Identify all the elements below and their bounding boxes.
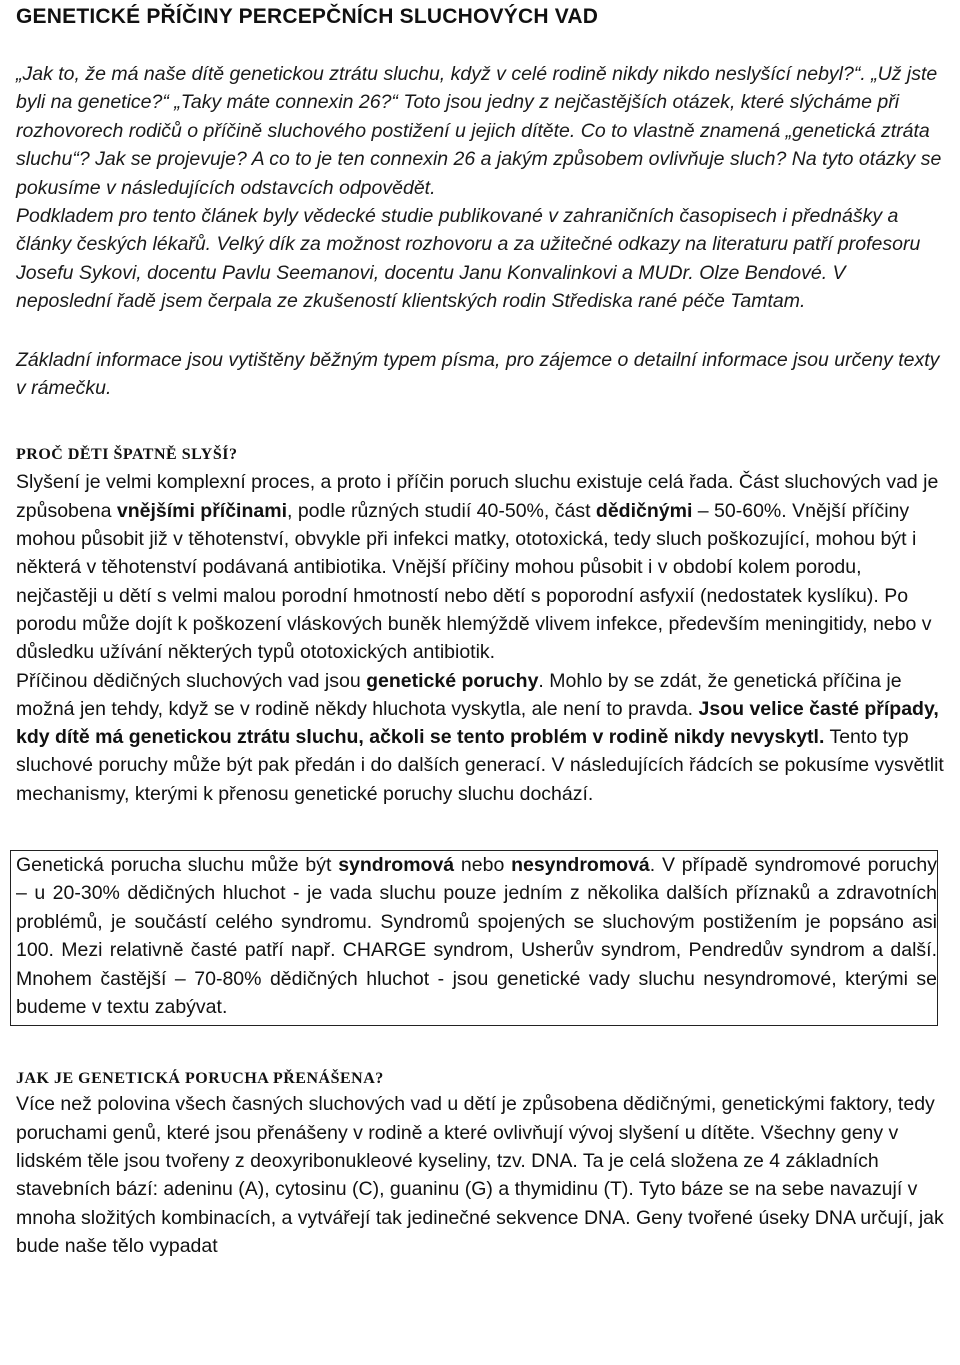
section-why-children-hear-poorly	[16, 468, 946, 808]
bold-term-syndromic: syndromová	[338, 854, 455, 877]
bold-term-nonsyndromic: nesyndromová	[511, 854, 650, 877]
syndromic-paragraph	[16, 851, 937, 1021]
intro-paragraph: „Jak to, že má naše dítě genetickou ztrátu sluchu, když v celé rodině nikdy nikdo neslyšící nebyl?“. „Už jste byli na genetice?“ „Taky máte connexin 26?“ Toto jsou jedny z nejčastějších otázek, které slýcháme při rozhovorech rodičů o příčině sluchového postižení u jejich dítěte. Co to vlastně znamená „genetická ztráta sluchu“? Jak se projevuje? A co to je ten connexin 26 a jakým způsobem ovlivňuje sluch? Na tyto otázky se pokusíme v následujících odstavcích odpovědět.	[16, 63, 942, 199]
bold-term-external-causes: vnějšími příčinami	[116, 499, 287, 522]
bold-statement-frequent-cases: Jsou velice časté případy, kdy dítě má genetickou ztrátu sluchu, ačkoli se tento problém v rodině nikdy nevyskytl.	[16, 697, 939, 749]
text-run: Tento typ sluchové poruchy může být pak předán i do dalších generací. V následujících řádcích se pokusíme vysvětlit mechanismy, kterými k přenosu genetické poruchy sluchu dochází.	[16, 726, 944, 805]
bold-term-genetic-disorders: genetické poruchy	[366, 669, 539, 692]
text-run: , podle různých studií 40-50%, část	[287, 499, 596, 522]
text-run: – 50-60%. Vnější příčiny mohou působit již v těhotenství, obvykle při infekci matky, ototoxická, tedy sluch poškozující, mohou být i některá v těhotenství podávaná antibiotika. Vnější příčiny mohou působit i v období kolem porodu, nejčastěji u dětí s velmi malou porodní hmotností nebo dětí s poporodní asfyxií (nedostatek kyslíku). Po porodu může dojít k poškození vláskových buněk hlemýždě vlivem infekce, především meningitidy, nebo v důsledku užívání některých typů ototoxických antibiotik.	[16, 499, 932, 664]
section-heading-how-transmitted: JAK JE GENETICKÁ PORUCHA PŘENÁŠENA?	[16, 1070, 384, 1088]
sources-paragraph: Podkladem pro tento článek byly vědecké studie publikované v zahraničních časopisech i přednášky a články českých lékařů. Velký dík za možnost rozhovoru a za užitečné odkazy na literaturu patří profesoru Josefu Sykovi, docentu Pavlu Seemanovi, docentu Janu Konvalinkovi a MUDr. Olze Bendové. V neposlední řadě jsem čerpala ze zkušeností klientských rodin Střediska rané péče Tamtam.	[16, 205, 921, 313]
section-heading-why-children-hear-poorly: PROČ DĚTI ŠPATNĚ SLYŠÍ?	[16, 446, 238, 464]
bold-term-hereditary: dědičnými	[595, 499, 693, 522]
text-run: . V případě syndromové poruchy – u 20-30% dědičných hluchot - je vada sluchu pouze jedním z několika dalších příznaků a zdravotních problémů, je součástí celého syndromu. Syndromů spojených se sluchovým postižením je popsáno asi 100. Mezi relativně časté patří např. CHARGE syndrom, Usherův syndrom, Pendredův syndrom a další. Mnohem častější – 70-80% dědičných hluchot - jsou genetické vady sluchu nesyndromové, kterými se budeme v textu zabývat.	[16, 854, 938, 1019]
transmission-paragraph: Více než polovina všech časných sluchových vad u dětí je způsobena dědičnými, genetickými faktory, tedy poruchami genů, které jsou přenášeny v rodině a které ovlivňují vývoj slyšení u dítěte. Všechny geny v lidském těle jsou tvořeny z deoxyribonukleové kyseliny, tzv. DNA. Ta je celá složena ze 4 základních stavebních bází: adeninu (A), cytosinu (C), guaninu (G) a thymidinu (T). Tyto báze se na sebe navazují v mnoha složitých kombinacích, a vytvářejí tak jedinečné sekvence DNA. Geny tvořené úseky DNA určují, jak bude naše tělo vypadat	[16, 1093, 944, 1257]
text-run: Genetická porucha sluchu může být	[16, 854, 339, 877]
genetic-causes-paragraph	[16, 667, 946, 808]
text-run: nebo	[454, 854, 512, 877]
reading-note: Základní informace jsou vytištěny běžným typem písma, pro zájemce o detailní informace jsou určeny texty v rámečku.	[16, 348, 940, 400]
causes-paragraph	[16, 468, 946, 666]
section-how-transmitted	[16, 1090, 946, 1260]
document-title: GENETICKÉ PŘÍČINY PERCEPČNÍCH SLUCHOVÝCH VAD	[16, 5, 599, 28]
text-run: Příčinou dědičných sluchových vad jsou	[16, 669, 367, 692]
detail-info-box	[10, 850, 938, 1026]
text-run: Slyšení je velmi komplexní proces, a proto i příčin poruch sluchu existuje celá řada. Část sluchových vad je způsobena	[16, 471, 939, 522]
text-run: . Mohlo by se zdát, že genetická příčina je možná jen tehdy, když se v rodině někdy hluchota vyskytla, ale není to pravda.	[16, 669, 902, 720]
document-page	[16, 0, 946, 1260]
intro-section	[16, 60, 946, 402]
